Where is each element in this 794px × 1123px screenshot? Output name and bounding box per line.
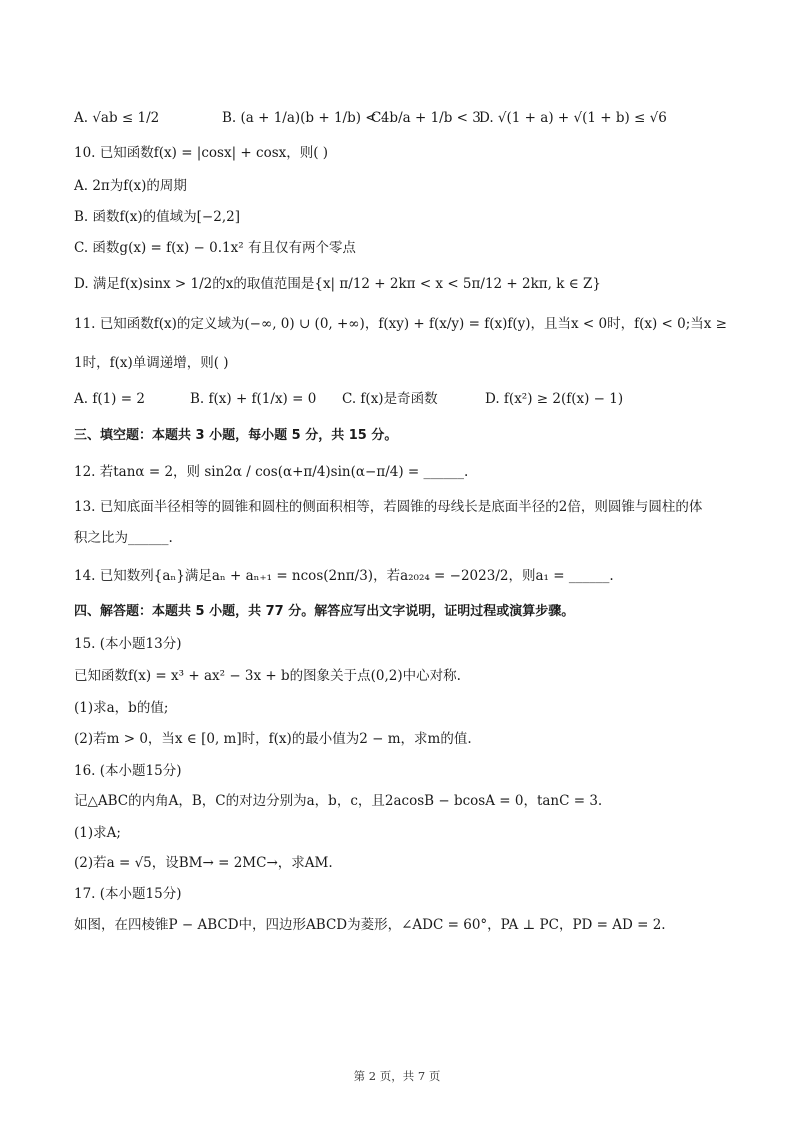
q10-option-a: A. 2π为f(x)的周期 <box>74 178 187 194</box>
page-footer: 第 2 页，共 7 页 <box>353 1069 441 1083</box>
q16-part1: (1)求A; <box>74 825 121 841</box>
q13-line2: 积之比为______. <box>74 530 173 546</box>
q10-option-b: B. 函数f(x)的值域为[−2,2] <box>74 209 240 225</box>
q11-option-a: A. f(1) = 2 <box>74 391 145 407</box>
q15-part1: (1)求a，b的值; <box>74 700 169 716</box>
q9-option-d: D. √(1 + a) + √(1 + b) ≤ √6 <box>479 110 667 126</box>
q15-header: 15. (本小题13分) <box>74 636 182 652</box>
q16-header: 16. (本小题15分) <box>74 763 182 779</box>
q10-option-c: C. 函数g(x) = f(x) − 0.1x² 有且仅有两个零点 <box>74 240 356 256</box>
q11-option-c: C. f(x)是奇函数 <box>342 391 438 407</box>
q16-stem: 记△ABC的内角A，B，C的对边分别为a，b，c，且2acosB − bcosA = 0，tanC = 3. <box>74 793 603 809</box>
section-4-title: 四、解答题：本题共 5 小题，共 77 分。解答应写出文字说明，证明过程或演算步骤。 <box>74 604 575 619</box>
q13-line1: 13. 已知底面半径相等的圆锥和圆柱的侧面积相等，若圆锥的母线长是底面半径的2倍，则圆锥与圆柱的体 <box>74 499 703 515</box>
q12-text: 12. 若tanα = 2，则 sin2α / cos(α+π/4)sin(α−π/4) = ______. <box>74 464 469 480</box>
q11-stem-line2: 1时，f(x)单调递增，则( ) <box>74 355 229 371</box>
q15-stem: 已知函数f(x) = x³ + ax² − 3x + b的图象关于点(0,2)中心对称. <box>74 668 461 684</box>
q9-option-c: C. b/a + 1/b < 3 <box>371 110 481 126</box>
q10-stem: 10. 已知函数f(x) = |cosx| + cosx，则( ) <box>74 145 329 161</box>
q14-text: 14. 已知数列{aₙ}满足aₙ + aₙ₊₁ = ncos(2nπ/3)，若a₂₀₂₄ = −2023/2，则a₁ = ______. <box>74 568 614 584</box>
q17-header: 17. (本小题15分) <box>74 886 182 902</box>
q11-stem-line1: 11. 已知函数f(x)的定义域为(−∞, 0) ∪ (0, +∞)，f(xy) + f(x/y) = f(x)f(y)，且当x < 0时，f(x) < 0;当x ≥ <box>74 316 727 332</box>
q11-option-d: D. f(x²) ≥ 2(f(x) − 1) <box>485 391 624 407</box>
q10-option-d: D. 满足f(x)sinx > 1/2的x的取值范围是{x| π/12 + 2kπ < x < 5π/12 + 2kπ, k ∈ Z} <box>74 276 601 292</box>
q17-stem: 如图，在四棱锥P − ABCD中，四边形ABCD为菱形，∠ADC = 60°，PA ⊥ PC，PD = AD = 2. <box>74 917 666 933</box>
q11-option-b: B. f(x) + f(1/x) = 0 <box>190 391 317 407</box>
q9-option-b: B. (a + 1/a)(b + 1/b) < 4 <box>222 110 390 126</box>
section-3-title: 三、填空题：本题共 3 小题，每小题 5 分，共 15 分。 <box>74 428 398 443</box>
q16-part2: (2)若a = √5，设BM→ = 2MC→，求AM. <box>74 855 333 871</box>
q15-part2: (2)若m > 0，当x ∈ [0, m]时，f(x)的最小值为2 − m，求m的值. <box>74 731 472 747</box>
q9-option-a: A. √ab ≤ 1/2 <box>74 110 160 126</box>
